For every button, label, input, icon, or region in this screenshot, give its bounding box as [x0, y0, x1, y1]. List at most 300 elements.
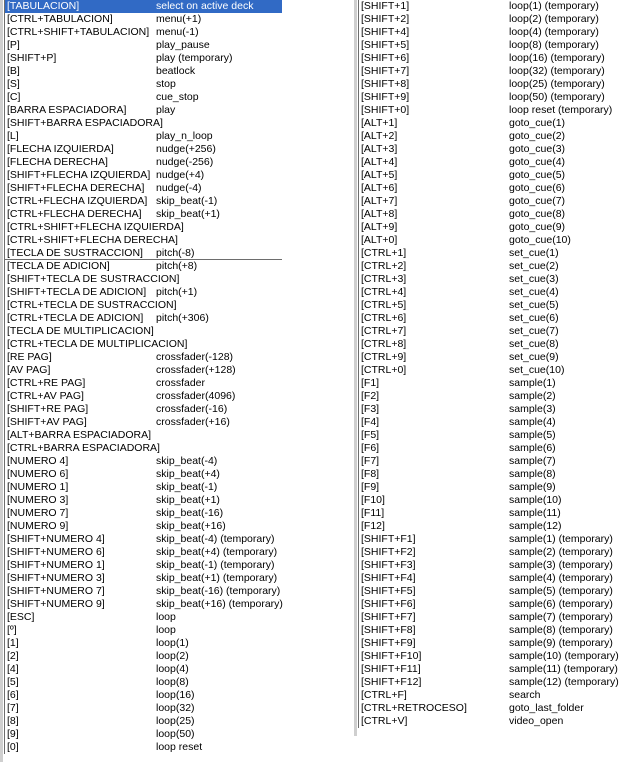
shortcut-key: [4] — [7, 663, 19, 675]
shortcut-row[interactable] — [358, 442, 620, 455]
shortcut-action: sample(1) (temporary) — [509, 533, 613, 545]
shortcut-key: [CTRL+1] — [361, 247, 407, 259]
shortcut-action: set_cue(9) — [509, 351, 559, 363]
shortcut-action: sample(6) (temporary) — [509, 598, 613, 610]
shortcut-action: crossfader(+16) — [156, 416, 230, 428]
shortcut-row[interactable] — [4, 637, 282, 650]
shortcut-key: [SHIFT+F9] — [361, 637, 416, 649]
shortcut-row[interactable] — [4, 13, 282, 26]
shortcut-action: sample(10) (temporary) — [509, 650, 619, 662]
shortcut-action: set_cue(10) — [509, 364, 565, 376]
shortcut-key: [CTRL+TECLA DE SUSTRACCION] — [7, 299, 177, 311]
shortcut-row[interactable] — [358, 507, 620, 520]
shortcut-row[interactable] — [358, 546, 620, 559]
shortcut-row[interactable] — [358, 403, 620, 416]
shortcut-row[interactable] — [358, 286, 620, 299]
shortcut-row[interactable] — [358, 247, 620, 260]
shortcut-row[interactable] — [4, 377, 282, 390]
shortcut-row[interactable] — [4, 182, 282, 195]
shortcut-row[interactable] — [4, 520, 282, 533]
shortcut-row[interactable] — [358, 0, 620, 13]
shortcut-action: goto_cue(7) — [509, 195, 566, 207]
shortcut-row[interactable] — [358, 572, 620, 585]
shortcut-row[interactable] — [358, 624, 620, 637]
shortcut-row[interactable] — [4, 208, 282, 221]
shortcut-action: loop reset — [156, 741, 203, 753]
shortcut-row[interactable] — [358, 715, 620, 728]
shortcut-row[interactable] — [4, 455, 282, 468]
shortcut-row[interactable] — [4, 312, 282, 325]
shortcut-key: [SHIFT+FLECHA IZQUIERDA] — [7, 169, 151, 181]
shortcut-row[interactable] — [4, 351, 282, 364]
shortcut-row[interactable] — [4, 117, 282, 130]
shortcut-key: [CTRL+0] — [361, 364, 407, 376]
shortcut-key: [F10] — [361, 494, 385, 506]
shortcut-key: [ALT+BARRA ESPACIADORA] — [7, 429, 152, 441]
shortcut-action: play_n_loop — [156, 130, 213, 142]
shortcut-action: skip_beat(+1) — [156, 494, 220, 506]
shortcut-action: loop(50) — [156, 728, 195, 740]
shortcut-row[interactable] — [358, 104, 620, 117]
shortcut-row[interactable] — [358, 26, 620, 39]
shortcut-key: [CTRL+TECLA DE ADICION] — [7, 312, 144, 324]
shortcut-row[interactable] — [4, 533, 282, 546]
shortcut-key: [0] — [7, 741, 19, 753]
shortcut-action: pitch(+306) — [156, 312, 209, 324]
left-scroll-rail — [0, 0, 3, 762]
shortcut-key: [F2] — [361, 390, 380, 402]
shortcut-key: [SHIFT+6] — [361, 52, 410, 64]
shortcut-row[interactable] — [358, 78, 620, 91]
shortcut-action: loop(4) (temporary) — [509, 26, 599, 38]
shortcut-key: [7] — [7, 702, 19, 714]
shortcut-row[interactable] — [358, 52, 620, 65]
shortcut-row[interactable] — [4, 611, 282, 624]
shortcut-row[interactable] — [358, 169, 620, 182]
shortcut-key: [TECLA DE MULTIPLICACION] — [7, 325, 154, 337]
shortcut-action: sample(4) — [509, 416, 556, 428]
shortcut-key: [5] — [7, 676, 19, 688]
shortcut-key: [SHIFT+F3] — [361, 559, 416, 571]
shortcut-key: [NUMERO 3] — [7, 494, 69, 506]
shortcut-action: goto_cue(3) — [509, 143, 566, 155]
shortcut-key: [SHIFT+TECLA DE SUSTRACCION] — [7, 273, 180, 285]
shortcut-action: search — [509, 689, 541, 701]
shortcut-action: skip_beat(+16) (temporary) — [156, 598, 283, 610]
shortcut-key: [ALT+2] — [361, 130, 398, 142]
shortcut-key: [F11] — [361, 507, 385, 519]
shortcut-row[interactable] — [4, 494, 282, 507]
shortcut-key: [9] — [7, 728, 19, 740]
shortcut-key: [SHIFT+P] — [7, 52, 57, 64]
shortcut-key: [ALT+6] — [361, 182, 398, 194]
shortcut-action: set_cue(7) — [509, 325, 559, 337]
shortcut-list-left — [4, 0, 282, 754]
shortcut-key: [TABULACION] — [7, 0, 80, 12]
shortcut-row[interactable] — [4, 741, 282, 754]
shortcut-action: loop(25) — [156, 715, 195, 727]
shortcut-row[interactable] — [358, 13, 620, 26]
shortcut-row[interactable] — [4, 156, 282, 169]
shortcut-row[interactable] — [4, 676, 282, 689]
shortcut-action: set_cue(6) — [509, 312, 559, 324]
shortcut-action: goto_cue(8) — [509, 208, 566, 220]
shortcut-row[interactable] — [358, 130, 620, 143]
shortcut-key: [SHIFT+F1] — [361, 533, 416, 545]
shortcut-action: goto_cue(9) — [509, 221, 566, 233]
shortcut-key: [TECLA DE SUSTRACCION] — [7, 247, 143, 259]
shortcut-action: sample(1) — [509, 377, 556, 389]
shortcut-row[interactable] — [4, 559, 282, 572]
shortcut-row[interactable] — [358, 234, 620, 247]
shortcut-action: loop — [156, 624, 176, 636]
shortcut-row[interactable] — [358, 221, 620, 234]
shortcut-row[interactable] — [358, 377, 620, 390]
shortcut-row[interactable] — [358, 338, 620, 351]
right-scroll-rail — [354, 0, 357, 736]
shortcut-action: loop(50) (temporary) — [509, 91, 605, 103]
shortcut-row[interactable] — [358, 676, 620, 689]
shortcut-key: [ALT+7] — [361, 195, 398, 207]
shortcut-key: [FLECHA IZQUIERDA] — [7, 143, 114, 155]
shortcut-row[interactable] — [358, 429, 620, 442]
shortcut-row[interactable] — [358, 598, 620, 611]
shortcut-row[interactable] — [358, 494, 620, 507]
shortcut-row[interactable] — [358, 689, 620, 702]
shortcut-key: [CTRL+TABULACION] — [7, 13, 113, 25]
shortcut-row[interactable] — [4, 650, 282, 663]
shortcut-row[interactable] — [358, 325, 620, 338]
shortcut-row[interactable] — [4, 247, 282, 260]
shortcut-key: [F4] — [361, 416, 380, 428]
shortcut-key: [SHIFT+F5] — [361, 585, 416, 597]
shortcut-action: loop(1) (temporary) — [509, 0, 599, 12]
shortcut-action: video_open — [509, 715, 564, 727]
shortcut-action: loop(16) — [156, 689, 195, 701]
shortcut-action: loop(2) (temporary) — [509, 13, 599, 25]
shortcut-action: pitch(-8) — [156, 247, 195, 259]
shortcut-row[interactable] — [4, 715, 282, 728]
shortcut-key: [SHIFT+RE PAG] — [7, 403, 89, 415]
shortcut-row[interactable] — [4, 442, 282, 455]
shortcut-action: goto_last_folder — [509, 702, 584, 714]
shortcut-row[interactable] — [4, 624, 282, 637]
shortcut-row[interactable] — [358, 91, 620, 104]
shortcut-key: [SHIFT+NUMERO 7] — [7, 585, 105, 597]
shortcut-key: [1] — [7, 637, 19, 649]
shortcut-key: [CTRL+6] — [361, 312, 407, 324]
shortcut-row[interactable] — [358, 39, 620, 52]
shortcut-row[interactable] — [4, 143, 282, 156]
shortcut-row[interactable] — [358, 637, 620, 650]
shortcut-action: loop(2) — [156, 650, 189, 662]
shortcut-row[interactable] — [358, 520, 620, 533]
shortcut-row[interactable] — [358, 663, 620, 676]
shortcut-row[interactable] — [4, 26, 282, 39]
shortcut-action: skip_beat(+1) — [156, 208, 220, 220]
shortcut-key: [SHIFT+0] — [361, 104, 410, 116]
shortcut-row[interactable] — [4, 481, 282, 494]
shortcut-row[interactable] — [358, 455, 620, 468]
shortcut-row[interactable] — [358, 143, 620, 156]
shortcut-key: [CTRL+9] — [361, 351, 407, 363]
shortcut-action: skip_beat(+16) — [156, 520, 226, 532]
shortcut-row[interactable] — [4, 0, 282, 13]
shortcut-row[interactable] — [4, 104, 282, 117]
shortcut-row[interactable] — [4, 585, 282, 598]
shortcut-row[interactable] — [358, 702, 620, 715]
shortcut-key: [F3] — [361, 403, 380, 415]
shortcut-key: [P] — [7, 39, 20, 51]
shortcut-row[interactable] — [4, 273, 282, 286]
shortcut-action: menu(+1) — [156, 13, 202, 25]
shortcut-key: [F8] — [361, 468, 380, 480]
shortcut-row[interactable] — [4, 286, 282, 299]
shortcut-row[interactable] — [358, 156, 620, 169]
shortcut-action: play (temporary) — [156, 52, 233, 64]
shortcut-action: sample(12) — [509, 520, 562, 532]
shortcut-key: [SHIFT+NUMERO 9] — [7, 598, 105, 610]
shortcut-key: [SHIFT+TECLA DE ADICION] — [7, 286, 147, 298]
shortcut-key: [RE PAG] — [7, 351, 52, 363]
shortcut-action: cue_stop — [156, 91, 199, 103]
shortcut-row[interactable] — [358, 182, 620, 195]
shortcut-key: [SHIFT+F2] — [361, 546, 416, 558]
shortcut-action: set_cue(2) — [509, 260, 559, 272]
shortcut-key: [F12] — [361, 520, 385, 532]
shortcut-action: loop(4) — [156, 663, 189, 675]
shortcut-row[interactable] — [4, 403, 282, 416]
shortcut-action: sample(9) — [509, 481, 556, 493]
shortcut-action: skip_beat(-1) — [156, 195, 218, 207]
shortcut-row[interactable] — [4, 728, 282, 741]
shortcut-key: [CTRL+7] — [361, 325, 407, 337]
shortcut-row[interactable] — [4, 260, 282, 273]
shortcut-key: [BARRA ESPACIADORA] — [7, 104, 127, 116]
shortcut-row[interactable] — [4, 91, 282, 104]
shortcut-key: [F6] — [361, 442, 380, 454]
shortcut-list-right — [358, 0, 620, 728]
shortcut-row[interactable] — [358, 273, 620, 286]
shortcut-key: [CTRL+3] — [361, 273, 407, 285]
shortcut-key: [SHIFT+FLECHA DERECHA] — [7, 182, 145, 194]
shortcut-row[interactable] — [4, 299, 282, 312]
shortcut-row[interactable] — [358, 390, 620, 403]
shortcut-action: sample(3) (temporary) — [509, 559, 613, 571]
shortcut-key: [SHIFT+NUMERO 6] — [7, 546, 105, 558]
shortcut-row[interactable] — [358, 611, 620, 624]
shortcut-action: pitch(+1) — [156, 286, 198, 298]
shortcut-key: [SHIFT+F6] — [361, 598, 416, 610]
shortcut-key: [CTRL+FLECHA IZQUIERDA] — [7, 195, 148, 207]
shortcut-key: [CTRL+FLECHA DERECHA] — [7, 208, 142, 220]
shortcut-row[interactable] — [4, 78, 282, 91]
shortcut-row[interactable] — [4, 169, 282, 182]
shortcut-action: nudge(-4) — [156, 182, 202, 194]
shortcut-action: sample(9) (temporary) — [509, 637, 613, 649]
shortcut-row[interactable] — [4, 195, 282, 208]
shortcut-action: skip_beat(+1) (temporary) — [156, 572, 278, 584]
shortcut-row[interactable] — [358, 364, 620, 377]
shortcut-key: [SHIFT+5] — [361, 39, 410, 51]
shortcut-row[interactable] — [358, 650, 620, 663]
shortcut-key: [ALT+4] — [361, 156, 398, 168]
shortcut-action: stop — [156, 78, 176, 90]
shortcut-key: [SHIFT+NUMERO 4] — [7, 533, 105, 545]
shortcut-row[interactable] — [4, 572, 282, 585]
shortcut-key: [NUMERO 6] — [7, 468, 69, 480]
shortcut-action: set_cue(8) — [509, 338, 559, 350]
shortcut-key: [CTRL+SHIFT+FLECHA DERECHA] — [7, 234, 178, 246]
shortcut-action: goto_cue(2) — [509, 130, 566, 142]
shortcut-action: sample(8) — [509, 468, 556, 480]
shortcut-row[interactable] — [4, 416, 282, 429]
shortcut-key: [º] — [7, 624, 17, 636]
shortcut-row[interactable] — [358, 195, 620, 208]
shortcut-row[interactable] — [358, 312, 620, 325]
shortcut-key: [ALT+5] — [361, 169, 398, 181]
shortcut-action: set_cue(5) — [509, 299, 559, 311]
shortcut-row[interactable] — [4, 390, 282, 403]
shortcut-action: loop(25) (temporary) — [509, 78, 605, 90]
shortcut-key: [CTRL+8] — [361, 338, 407, 350]
shortcut-action: crossfader(-128) — [156, 351, 234, 363]
shortcut-row[interactable] — [4, 702, 282, 715]
shortcut-row[interactable] — [4, 364, 282, 377]
shortcut-row[interactable] — [4, 598, 282, 611]
shortcut-row[interactable] — [358, 481, 620, 494]
shortcut-action: nudge(-256) — [156, 156, 214, 168]
shortcut-action: sample(12) (temporary) — [509, 676, 619, 688]
shortcut-key: [NUMERO 9] — [7, 520, 69, 532]
shortcut-action: skip_beat(+4) (temporary) — [156, 546, 278, 558]
shortcut-row[interactable] — [358, 468, 620, 481]
shortcut-key: [NUMERO 1] — [7, 481, 69, 493]
shortcut-row[interactable] — [4, 39, 282, 52]
shortcut-key: [SHIFT+NUMERO 1] — [7, 559, 105, 571]
shortcut-action: skip_beat(-4) — [156, 455, 218, 467]
shortcut-row[interactable] — [4, 130, 282, 143]
shortcut-action: sample(11) — [509, 507, 561, 519]
shortcut-action: sample(10) — [509, 494, 562, 506]
shortcut-key: [C] — [7, 91, 21, 103]
shortcut-key: [SHIFT+F12] — [361, 676, 422, 688]
shortcut-action: select on active deck — [156, 0, 254, 12]
shortcut-action: loop — [156, 611, 176, 623]
shortcut-action: crossfader(-16) — [156, 403, 228, 415]
shortcut-action: skip_beat(-16) (temporary) — [156, 585, 281, 597]
shortcut-row[interactable] — [358, 117, 620, 130]
shortcut-action: sample(6) — [509, 442, 556, 454]
shortcut-action: loop(8) (temporary) — [509, 39, 599, 51]
shortcut-action: crossfader — [156, 377, 206, 389]
shortcut-row[interactable] — [4, 65, 282, 78]
shortcut-key: [SHIFT+2] — [361, 13, 410, 25]
shortcut-row[interactable] — [358, 299, 620, 312]
shortcut-key: [SHIFT+F4] — [361, 572, 416, 584]
shortcut-key: [CTRL+AV PAG] — [7, 390, 84, 402]
shortcut-row[interactable] — [358, 351, 620, 364]
shortcut-key: [8] — [7, 715, 19, 727]
shortcut-action: goto_cue(6) — [509, 182, 566, 194]
shortcut-action: menu(-1) — [156, 26, 199, 38]
shortcut-key: [ALT+0] — [361, 234, 398, 246]
shortcut-row[interactable] — [4, 325, 282, 338]
shortcut-key: [2] — [7, 650, 19, 662]
shortcut-row[interactable] — [4, 52, 282, 65]
shortcut-key: [SHIFT+BARRA ESPACIADORA] — [7, 117, 163, 129]
shortcut-action: skip_beat(+4) — [156, 468, 220, 480]
shortcut-key: [CTRL+RE PAG] — [7, 377, 86, 389]
shortcut-key: [CTRL+TECLA DE MULTIPLICACION] — [7, 338, 188, 350]
shortcut-action: skip_beat(-16) — [156, 507, 224, 519]
shortcut-row[interactable] — [4, 221, 282, 234]
shortcut-key: [CTRL+V] — [361, 715, 408, 727]
shortcut-action: play — [156, 104, 176, 116]
shortcut-row[interactable] — [358, 559, 620, 572]
shortcut-key: [S] — [7, 78, 20, 90]
shortcut-action: sample(3) — [509, 403, 556, 415]
shortcut-row[interactable] — [358, 585, 620, 598]
shortcut-action: sample(7) — [509, 455, 556, 467]
shortcut-action: nudge(+256) — [156, 143, 216, 155]
shortcut-row[interactable] — [4, 429, 282, 442]
shortcut-action: crossfader(4096) — [156, 390, 236, 402]
shortcut-row[interactable] — [4, 468, 282, 481]
shortcut-key: [F5] — [361, 429, 380, 441]
shortcut-row[interactable] — [358, 260, 620, 273]
shortcut-action: sample(8) (temporary) — [509, 624, 613, 636]
shortcut-row[interactable] — [358, 416, 620, 429]
shortcut-key: [CTRL+4] — [361, 286, 407, 298]
shortcut-row[interactable] — [358, 208, 620, 221]
shortcut-action: loop reset (temporary) — [509, 104, 613, 116]
shortcut-action: set_cue(3) — [509, 273, 559, 285]
shortcut-row[interactable] — [4, 338, 282, 351]
shortcut-key: [ALT+8] — [361, 208, 398, 220]
shortcut-key: [B] — [7, 65, 20, 77]
shortcut-row[interactable] — [4, 663, 282, 676]
shortcut-row[interactable] — [358, 533, 620, 546]
shortcut-key: [SHIFT+F7] — [361, 611, 416, 623]
shortcut-key: [CTRL+5] — [361, 299, 407, 311]
shortcut-key: [CTRL+SHIFT+FLECHA IZQUIERDA] — [7, 221, 184, 233]
shortcut-key: [CTRL+F] — [361, 689, 407, 701]
shortcut-key: [F9] — [361, 481, 380, 493]
shortcut-key: [FLECHA DERECHA] — [7, 156, 108, 168]
shortcut-action: skip_beat(-1) (temporary) — [156, 559, 275, 571]
shortcut-key: [SHIFT+8] — [361, 78, 410, 90]
shortcut-key: [NUMERO 4] — [7, 455, 69, 467]
shortcut-row[interactable] — [4, 546, 282, 559]
shortcut-action: loop(1) — [156, 637, 189, 649]
shortcut-row[interactable] — [4, 507, 282, 520]
shortcut-key: [CTRL+RETROCESO] — [361, 702, 467, 714]
shortcut-key: [SHIFT+9] — [361, 91, 410, 103]
shortcut-key: [F1] — [361, 377, 380, 389]
shortcut-row[interactable] — [4, 689, 282, 702]
shortcut-row[interactable] — [4, 234, 282, 247]
shortcut-key: [SHIFT+NUMERO 3] — [7, 572, 105, 584]
shortcut-action: loop(16) (temporary) — [509, 52, 605, 64]
shortcut-action: loop(32) — [156, 702, 195, 714]
shortcut-action: loop(8) — [156, 676, 189, 688]
shortcut-row[interactable] — [358, 65, 620, 78]
shortcut-key: [TECLA DE ADICION] — [7, 260, 110, 272]
shortcut-key: [6] — [7, 689, 19, 701]
shortcut-action: loop(32) (temporary) — [509, 65, 605, 77]
shortcut-action: set_cue(4) — [509, 286, 559, 298]
